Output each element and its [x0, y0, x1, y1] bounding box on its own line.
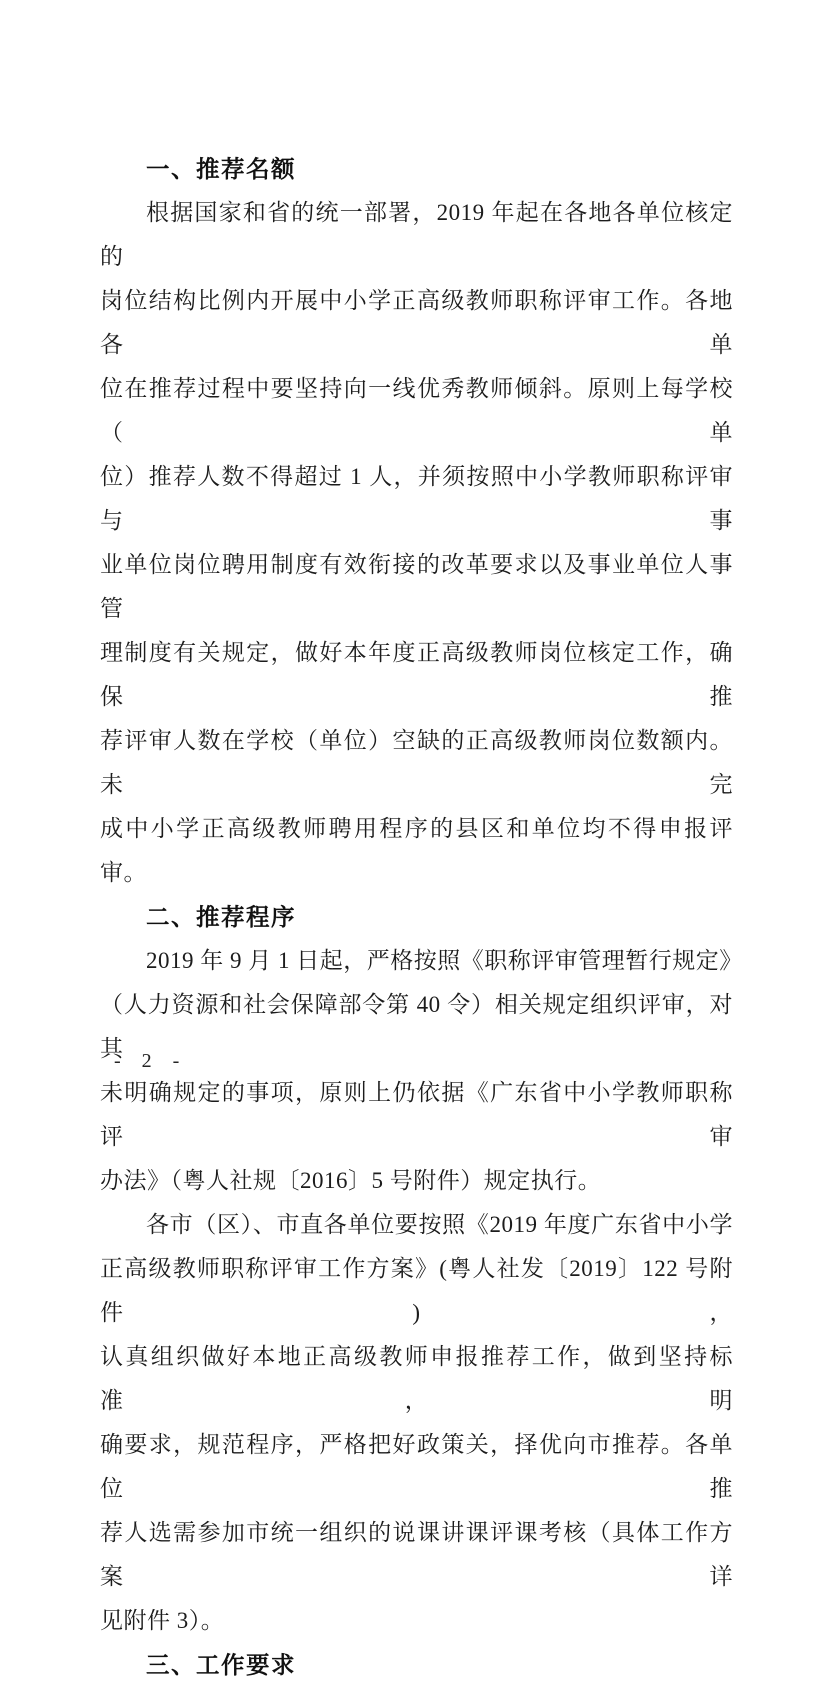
text-line: 成中小学正高级教师聘用程序的县区和单位均不得申报评审。 [100, 816, 733, 885]
text-line: 位在推荐过程中要坚持向一线优秀教师倾斜。原则上每学校（单 [100, 376, 733, 445]
text-line: 正高级教师职称评审工作方案》(粤人社发〔2019〕122 号附件)， [100, 1256, 733, 1325]
text-line: 岗位结构比例内开展中小学正高级教师职称评审工作。各地各单 [100, 288, 733, 357]
text-line: 荐评审人数在学校（单位）空缺的正高级教师岗位数额内。未完 [100, 728, 733, 797]
text-line: 认真组织做好本地正高级教师申报推荐工作，做到坚持标准，明 [100, 1344, 733, 1413]
text-line: 根据国家和省的统一部署，2019 年起在各地各单位核定的 [100, 200, 733, 269]
document-body [100, 147, 743, 1687]
text-line: 2019 年 9 月 1 日起，严格按照《职称评审管理暂行规定》 [146, 948, 743, 973]
paragraph-procedure-1 [100, 939, 743, 1203]
section-heading-recommend-procedure: 二、推荐程序 [146, 904, 296, 930]
paragraph-procedure-2 [100, 1203, 733, 1643]
paragraph-quota [100, 191, 733, 895]
text-line: 理制度有关规定，做好本年度正高级教师岗位核定工作，确保推 [100, 640, 733, 709]
text-line: 办法》（粤人社规〔2016〕5 号附件）规定执行。 [100, 1168, 602, 1193]
text-line: 荐人选需参加市统一组织的说课讲课评课考核（具体工作方案详 [100, 1520, 733, 1589]
text-line: 确要求，规范程序，严格把好政策关，择优向市推荐。各单位推 [100, 1432, 733, 1501]
text-line: （人力资源和社会保障部令第 40 令）相关规定组织评审，对其 [100, 992, 733, 1061]
text-line: 见附件 3）。 [100, 1608, 225, 1633]
page-number: - 2 - [114, 1050, 188, 1072]
text-line: 业单位岗位聘用制度有效衔接的改革要求以及事业单位人事管 [100, 552, 733, 621]
section-heading-recommend-quota: 一、推荐名额 [146, 156, 296, 182]
text-line: 未明确规定的事项，原则上仍依据《广东省中小学教师职称评审 [100, 1080, 733, 1149]
text-line: 位）推荐人数不得超过 1 人，并须按照中小学教师职称评审与事 [100, 464, 733, 533]
text-line: 各市（区）、市直各单位要按照《2019 年度广东省中小学 [146, 1212, 733, 1237]
section-heading-work-requirements: 三、工作要求 [146, 1652, 296, 1678]
